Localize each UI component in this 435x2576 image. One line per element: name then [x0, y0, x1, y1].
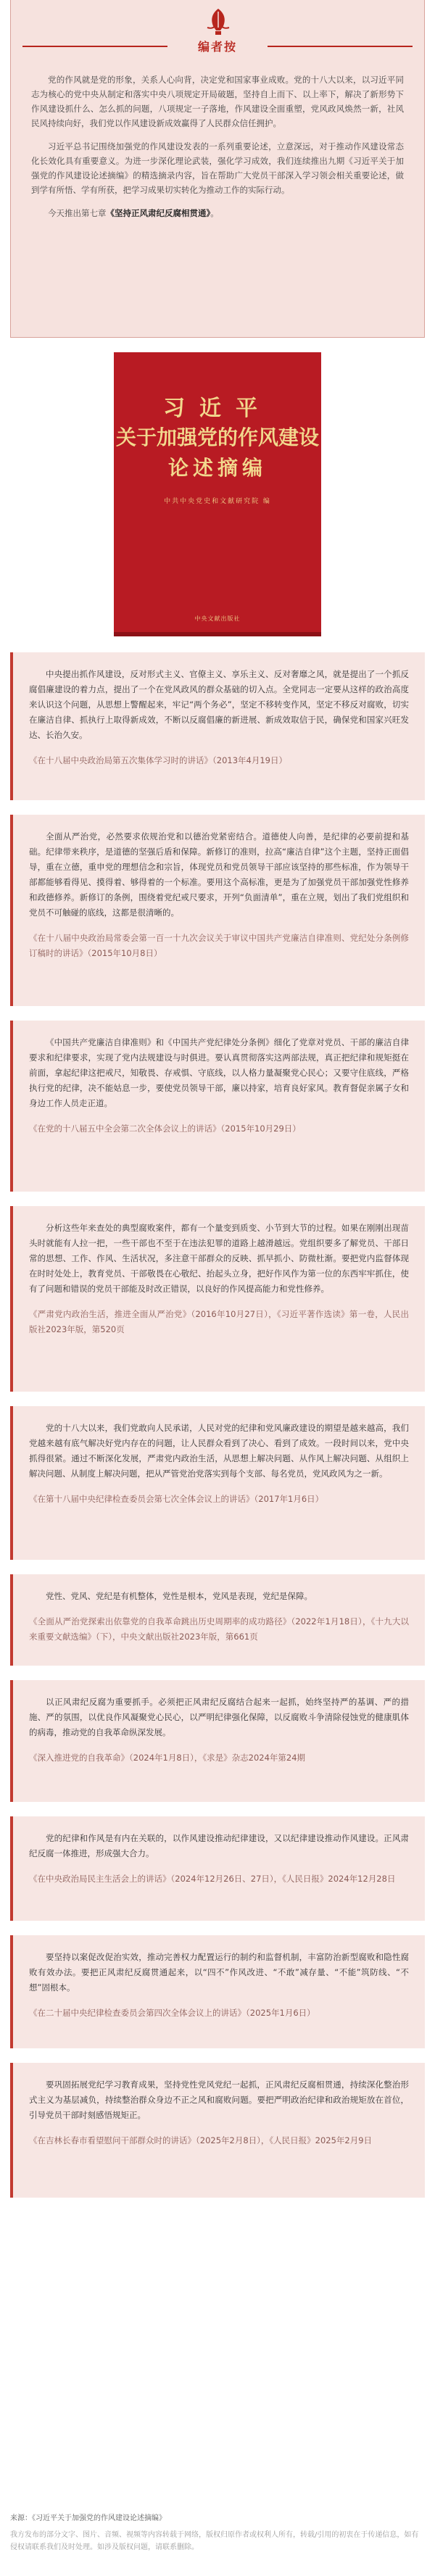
quote-source: 《严肃党内政治生活，推进全面从严治党》（2016年10月27日），《习近平著作选读》第一卷，人民出版社2023年版，第520页: [29, 1309, 409, 1334]
editor-note-label: 编者按: [197, 40, 237, 54]
quote-source: 《在十八届中央政治局常委会第一百一十九次会议关于审议中国共产党廉洁自律准则、党纪处分条例修订稿时的讲话》（2015年10月8日）: [29, 933, 409, 958]
quote-text: 《中国共产党廉洁自律准则》和《中国共产党纪律处分条例》细化了党章对党员、干部的廉洁自律要求和纪律要求，实现了党内法规建设与时俱进。要认真贯彻落实这两部法规，真正把纪律和规矩挺在前面，拿起纪律这把戒尺，知敬畏、存戒惧、守底线，以人格力量凝聚党心民心；又要守住底线，严格执行党的纪律，决不能姑息一步，要使党员领导干部，廉以持家，培育良好家风。教育督促亲属子女和身边工作人员走正道。: [29, 1037, 409, 1108]
quote-source: 《深入推进党的自我革命》（2024年1月8日），《求是》杂志2024年第24期: [29, 1753, 306, 1763]
book-title: 关于加强党的作风建设: [115, 425, 319, 449]
editor-note: [10, 0, 425, 338]
quote-card: [10, 2063, 425, 2198]
quill-icon: [202, 6, 235, 39]
editor-note-paragraph: 习近平总书记围绕加强党的作风建设发表的一系列重要论述，立意深远，对于推动作风建设常态化长效化具有重要意义。为进一步深化理论武装，强化学习成效，我们连续推出九期《习近平关于加强党的作风建设论述摘编》的精选摘录内容，旨在帮助广大党员干部深入学习领会相关重要论述，做到学有所悟、学有所获，把学习成果切实转化为推动工作的实际行动。: [31, 141, 404, 195]
copyright-disclaimer: 我方发布的部分文字、图片、音频、视频等内容转载于网络，版权归原作者或权利人所有，转载/引用的初衷在于传递信息，如有侵权请联系我们及时处理。如涉及版权问题，请联系删除。: [10, 2531, 419, 2551]
quote-card: [10, 1206, 425, 1392]
quote-card: [10, 1935, 425, 2048]
quote-card: [10, 1816, 425, 1921]
editor-note-paragraph: [31, 206, 404, 220]
chapter-intro: 今天推出第七章: [48, 208, 107, 218]
book-press: 中央文献出版社: [194, 615, 241, 622]
quote-text: 要巩固拓展党纪学习教育成果，坚持党性党风党纪一起抓，正风肃纪反腐相贯通，持续深化整治形式主义为基层减负，持续整治群众身边不正之风和腐败问题。要把严明政治纪律和政治规矩放在首位，引导党员干部时刻感悟规矩正。: [29, 2080, 409, 2120]
quote-card: [10, 1021, 425, 1192]
quote-card: [10, 652, 425, 800]
footer: [10, 2512, 425, 2554]
chapter-intro-end: 。: [210, 208, 219, 218]
source-line: 来源：《习近平关于加强党的作风建设论述摘编》: [10, 2514, 166, 2522]
quote-source: 《在党的十八届五中全会第二次全体会议上的讲话》（2015年10月29日）: [29, 1123, 301, 1134]
book-author: 习近平: [163, 396, 272, 421]
quote-text: 党性、党风、党纪是有机整体，党性是根本，党风是表现，党纪是保障。: [46, 1591, 312, 1601]
editor-note-body: [31, 72, 404, 229]
book-subtitle: 论述摘编: [167, 456, 267, 480]
quote-source: 《在二十届中央纪律检查委员会第四次全体会议上的讲话》（2025年1月6日）: [29, 2008, 315, 2018]
editor-note-paragraph: 党的作风就是党的形象，关系人心向背，决定党和国家事业成败。党的十八大以来，以习近平同志为核心的党中央从制定和落实中央八项规定开局破题，坚持自上而下、以上率下，解决了新形势下作风建设抓什么、怎么抓的问题，八项规定一子落地，作风建设全面重塑，党风政风焕然一新，社风民风持续向好，我们党以作风建设新成效赢得了人民群众信任拥护。: [31, 75, 404, 128]
quote-text: 以正风肃纪反腐为重要抓手。必须把正风肃纪反腐结合起来一起抓，始终坚持严的基调、严的措施、严的氛围，以优良作风凝聚党心民心，以严明纪律强化保障，以反腐败斗争清除侵蚀党的健康肌体的病毒，推动党的自我革命纵深发展。: [29, 1697, 409, 1737]
quote-source: 《在第十八届中央纪律检查委员会第七次全体会议上的讲话》（2017年1月6日）: [29, 1494, 324, 1504]
editor-note-header: [11, 0, 424, 71]
quote-card: [10, 1406, 425, 1560]
quote-source: 《在中央政治局民主生活会上的讲话》（2024年12月26日、27日），《人民日报》2024年12月28日: [29, 1874, 396, 1884]
quote-text: 全面从严治党，必然要求依规治党和以德治党紧密结合。道德使人向善，是纪律的必要前提和基础。纪律带来秩序，是道德的坚强后盾和保障。新修订的准则，拉高“廉洁自律”这个主题，坚持正面倡导，重在立德，重申党的理想信念和宗旨，体现党员和党员领导干部应该坚持的那些标准，作为领导干部都能够看得见、摸得着、够得着的一个标准。要用这个高标准，更是为了加强党员干部加强党性修养和政德修养。新修订的条例，围绕着党纪戒尺要求，开列“负面清单”，重在立规，划出了我们党组织和党员不可触碰的底线，这都是很清晰的。: [29, 831, 409, 918]
quote-card: [10, 815, 425, 1006]
book-editor-line: 中共中央党史和文献研究院 编: [164, 498, 271, 505]
quote-text: 党的纪律和作风是有内在关联的，以作风建设推动纪律建设，又以纪律建设推动作风建设。正风肃纪反腐一体推进，形成强大合力。: [29, 1833, 409, 1858]
quote-text: 要坚持以案促改促治实效，推动完善权力配置运行的制约和监督机制，丰富防治新型腐败和隐性腐败有效办法。要把正风肃纪反腐贯通起来，以“四不”作风改进、“不敢”减存量、“不能”筑防线、“不想”固根本。: [29, 1952, 409, 1993]
quote-source: 《全面从严治党探索出依靠党的自我革命跳出历史周期率的成功路径》（2022年1月18日），《十九大以来重要文献选编》（下），中央文献出版社2023年版，第661页: [29, 1616, 409, 1642]
quote-source: 《在吉林长春市看望慰问干部群众时的讲话》（2025年2月8日），《人民日报》2025年2月9日: [29, 2135, 373, 2145]
book-cover: [114, 352, 321, 636]
quote-card: [10, 1574, 425, 1666]
quote-source: 《在十八届中央政治局第五次集体学习时的讲话》（2013年4月19日）: [29, 755, 287, 765]
quote-text: 分析这些年来查处的典型腐败案件，都有一个量变到质变、小节到大节的过程。如果在刚刚出现苗头时就能有人拉一把，一些干部也不至于在违法犯罪的道路上越滑越远。党组织要多了解党员、干部日常的思想、工作、作风、生活状况，多注意干部群众的反映、抓早抓小、防微杜渐。要把党内监督体现在时时处处上，教育党员、干部敬畏在心敬纪、抬起头立身，把好作风作为第一位的东西牢牢抓住，使有了问题和错误的党员干部能及时改正错误，以良好的作风提高能力和党性修养。: [29, 1223, 409, 1294]
quote-card: [10, 1680, 425, 1802]
quote-text: 党的十八大以来，我们党敢向人民承诺，人民对党的纪律和党风廉政建设的期望是越来越高，我们党越来越有底气解决好党内存在的问题，让人民群众看到了决心、看到了成效。一段时间以来，党中央抓得很紧。通过不断深化发展，严肃党内政治生活，从思想上解决问题、从作风上解决问题、从组织上解决问题、从制度上解决问题，把从严管党治党落实到每个支部、每名党员，党风政风为之一新。: [29, 1423, 409, 1479]
chapter-title: 《坚持正风肃纪反腐相贯通》: [106, 208, 211, 218]
quote-text: 中央提出抓作风建设，反对形式主义、官僚主义、享乐主义、反对奢靡之风，就是提出了一个抓反腐倡廉建设的着力点，提出了一个在党风政风的群众基础的切入点。全党同志一定要从这样的政治高度来认识这个问题，从思想上警醒起来，牢记“两个务必”，坚定不移转变作风，坚定不移反对腐败，切实在廉洁自律、抓执行上取得新成效，不断以反腐倡廉的新进展、新成效取信于民，确保党和国家兴旺发达、长治久安。: [29, 669, 409, 740]
